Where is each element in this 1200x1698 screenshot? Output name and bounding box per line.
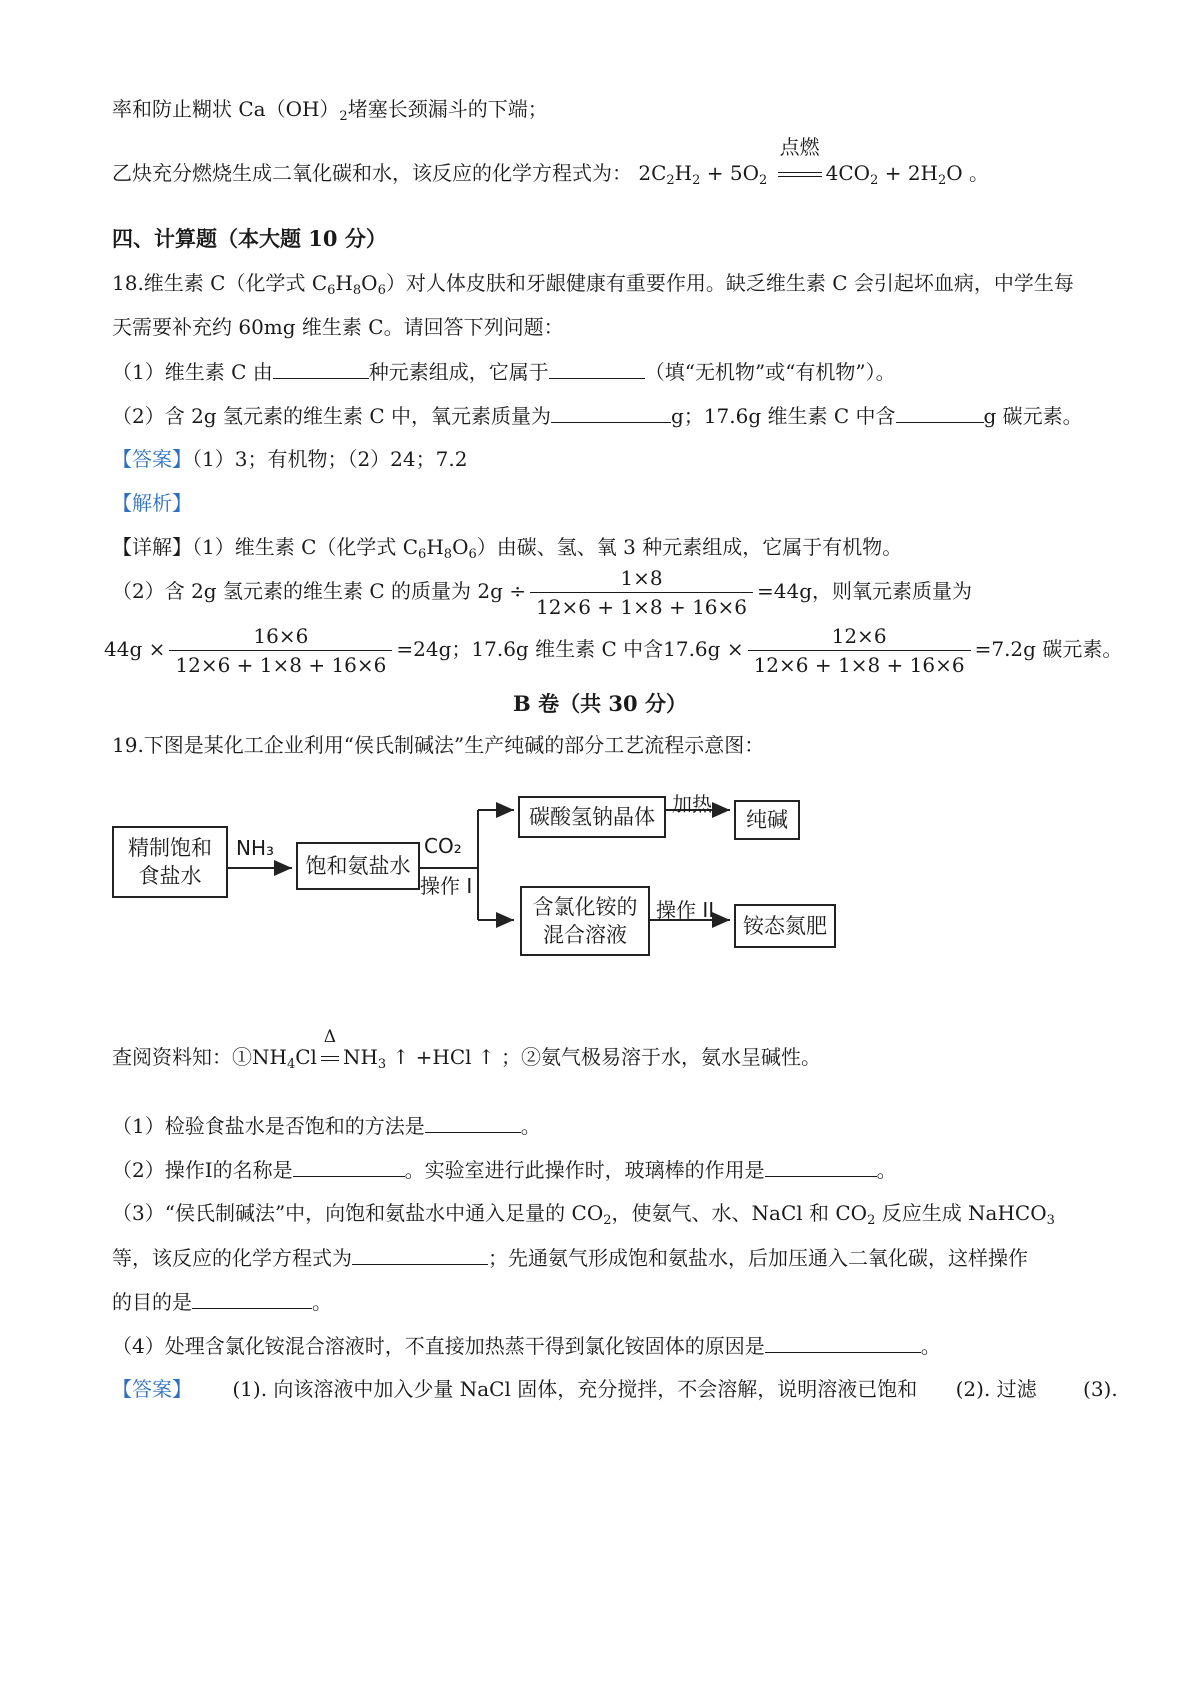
denominator: 12×6 + 1×8 + 16×6	[175, 653, 387, 677]
math: =7.2g	[974, 637, 1036, 661]
label-co2: CO₂	[424, 834, 462, 858]
reference-line	[112, 1027, 822, 1072]
numerator: 16×6	[169, 624, 392, 651]
text: 。实验室进行此操作时，玻璃棒的作用是	[404, 1158, 765, 1182]
label-nh3: NH₃	[236, 836, 275, 860]
text: 。	[312, 1290, 332, 1314]
text: （1）维生素 C（化学式 C	[192, 535, 419, 559]
box-label: 精制饱和 食盐水	[128, 836, 212, 888]
section-title: 四、计算题（本大题 10 分）	[112, 226, 387, 251]
q19-part-1	[112, 1112, 541, 1139]
text: 率和防止糊状 Ca（OH）	[112, 97, 340, 121]
math: 2g ÷	[477, 579, 526, 603]
chem-equation: $2C_2H_2 + 5O_2$ 点燃 $4CO_2 + 2H_2O$ 。	[638, 135, 990, 188]
q19-part-3: （3）“侯氏制碱法”中，向饱和氨盐水中通入足量的 $CO_2$，使氨气、水、NaCl 和 $CO_2$ 反应生成 NaHCO$_3$	[112, 1201, 1055, 1228]
answer-text: （1）3；有机物；（2）24；7.2	[192, 447, 468, 471]
text: （2）操作Ⅰ的名称是	[112, 1158, 293, 1182]
q19-part-4	[112, 1332, 941, 1359]
numerator: 12×6	[748, 624, 971, 651]
text: 反应生成 NaHCO	[881, 1201, 1047, 1225]
text: ，则氧元素质量为	[812, 579, 973, 603]
answer-blank[interactable]	[192, 1288, 312, 1309]
label-operation-1: 操作 I	[420, 874, 473, 898]
text: （2）含 2g 氢元素的维生素 C 中，氧元素质量为	[112, 404, 551, 428]
analysis-tag: 【解析】	[112, 491, 192, 515]
box-soda-ash	[734, 800, 800, 840]
q18-line-2: 天需要补充约 60mg 维生素 C。请回答下列问题：	[112, 315, 564, 339]
text: （填“无机物”或“有机物”）。	[644, 360, 896, 384]
text: 种元素组成，它属于	[368, 360, 549, 384]
chem-equation: $NH_4Cl$ Δ $NH_3$ ↑ +HCl ↑	[252, 1045, 501, 1069]
answer-blank[interactable]	[765, 1156, 877, 1177]
box-refined-brine	[112, 826, 228, 898]
answer-blank[interactable]	[425, 1112, 521, 1133]
text: （1）维生素 C 由	[112, 360, 273, 384]
label-heat: 加热	[672, 792, 712, 816]
text: 。	[520, 1114, 541, 1138]
box-sodium-bicarbonate	[518, 796, 666, 838]
box-label: 含氯化铵的 混合溶液	[532, 895, 638, 947]
answer-text: (3).	[1083, 1377, 1118, 1401]
answer-tag: 【答案】	[112, 447, 192, 471]
text: g；17.6g 维生素 C 中含	[670, 404, 896, 428]
q18-line-1: 18.维生素 C（化学式 $C_6H_8O_6$）对人体皮肤和牙龈健康有重要作用。缺乏维生素 C 会引起坏血病，中学生每	[112, 271, 1074, 298]
subscript: 2	[339, 109, 348, 124]
q19-answer	[112, 1376, 1118, 1402]
text: 。	[920, 1334, 941, 1358]
text: g 碳元素。	[983, 404, 1083, 428]
text: （2）含 2g 氢元素的维生素 C 的质量为	[112, 579, 471, 603]
text: 堵塞长颈漏斗的下端；	[347, 97, 548, 121]
box-ammonium-chloride-solution	[520, 886, 650, 956]
answer-blank[interactable]	[352, 1244, 488, 1265]
math: 17.6g ×	[663, 637, 744, 661]
label-operation-2: 操作 II	[656, 898, 715, 922]
q19-part-2	[112, 1156, 897, 1183]
box-label: 纯碱	[746, 808, 788, 832]
text: ）由碳、氢、氧 3 种元素组成，它属于有机物。	[476, 535, 903, 559]
answer-text: (2). 过滤	[955, 1377, 1037, 1401]
answer-blank[interactable]	[293, 1156, 405, 1177]
text: ）对人体皮肤和牙龈健康有重要作用。缺乏维生素 C 会引起坏血病，中学生每	[385, 271, 1074, 295]
text: 查阅资料知：①	[112, 1045, 252, 1069]
text: （4）处理含氯化铵混合溶液时，不直接加热蒸干得到氯化铵固体的原因是	[112, 1334, 765, 1358]
text: ，使氨气、水、NaCl 和 CO	[611, 1201, 868, 1225]
part-b-title: B 卷（共 30 分）	[513, 691, 687, 716]
text: （1）检验食盐水是否饱和的方法是	[112, 1114, 425, 1138]
denominator: 12×6 + 1×8 + 16×6	[753, 653, 965, 677]
answer-tag: 【答案】	[112, 1377, 192, 1401]
text: ；②氨气极易溶于水，氨水呈碱性。	[501, 1045, 822, 1069]
text: 18.维生素 C（化学式 C	[112, 271, 328, 295]
text: ；17.6g 维生素 C 中含	[451, 637, 664, 661]
text: 碳元素。	[1042, 637, 1123, 661]
text: 。	[876, 1158, 897, 1182]
reaction-condition: Δ	[323, 1027, 337, 1047]
q19-line-1: 19.下图是某化工企业利用“侯氏制碱法”生产纯碱的部分工艺流程示意图：	[112, 733, 765, 757]
q19-part-3-line-2	[112, 1244, 1028, 1271]
box-label: 饱和氨盐水	[305, 854, 411, 878]
reaction-condition: 点燃	[779, 135, 820, 159]
answer-blank[interactable]	[765, 1332, 921, 1353]
detail-line-1: 【详解】（1）维生素 C（化学式 $C_6H_8O_6$）由碳、氢、氧 3 种元素组成，它属于有机物。	[112, 535, 903, 562]
math: =24g	[396, 637, 452, 661]
denominator: 12×6 + 1×8 + 16×6	[536, 595, 748, 619]
answer-text: (1). 向该溶液中加入少量 NaCl 固体，充分搅拌，不会溶解，说明溶液已饱和	[232, 1377, 918, 1401]
detail-tag: 【详解】	[112, 535, 192, 559]
text: （3）“侯氏制碱法”中，向饱和氨盐水中通入足量的 CO	[112, 1201, 604, 1225]
box-label: 铵态氮肥	[743, 914, 827, 938]
box-label: 碳酸氢钠晶体	[529, 805, 655, 829]
q19-part-3-line-3	[112, 1288, 332, 1315]
text: ；先通氨气形成饱和氨盐水，后加压通入二氧化碳，这样操作	[488, 1246, 1028, 1270]
math: 44g ×	[104, 637, 166, 661]
box-ammonia-brine	[296, 842, 420, 890]
text: 乙炔充分燃烧生成二氧化碳和水，该反应的化学方程式为：	[112, 161, 632, 185]
math: =44g	[757, 579, 813, 603]
box-ammonium-fertilizer	[734, 904, 836, 948]
numerator: 1×8	[530, 566, 753, 593]
text: 等，该反应的化学方程式为	[112, 1246, 352, 1270]
text: 的目的是	[112, 1290, 192, 1314]
